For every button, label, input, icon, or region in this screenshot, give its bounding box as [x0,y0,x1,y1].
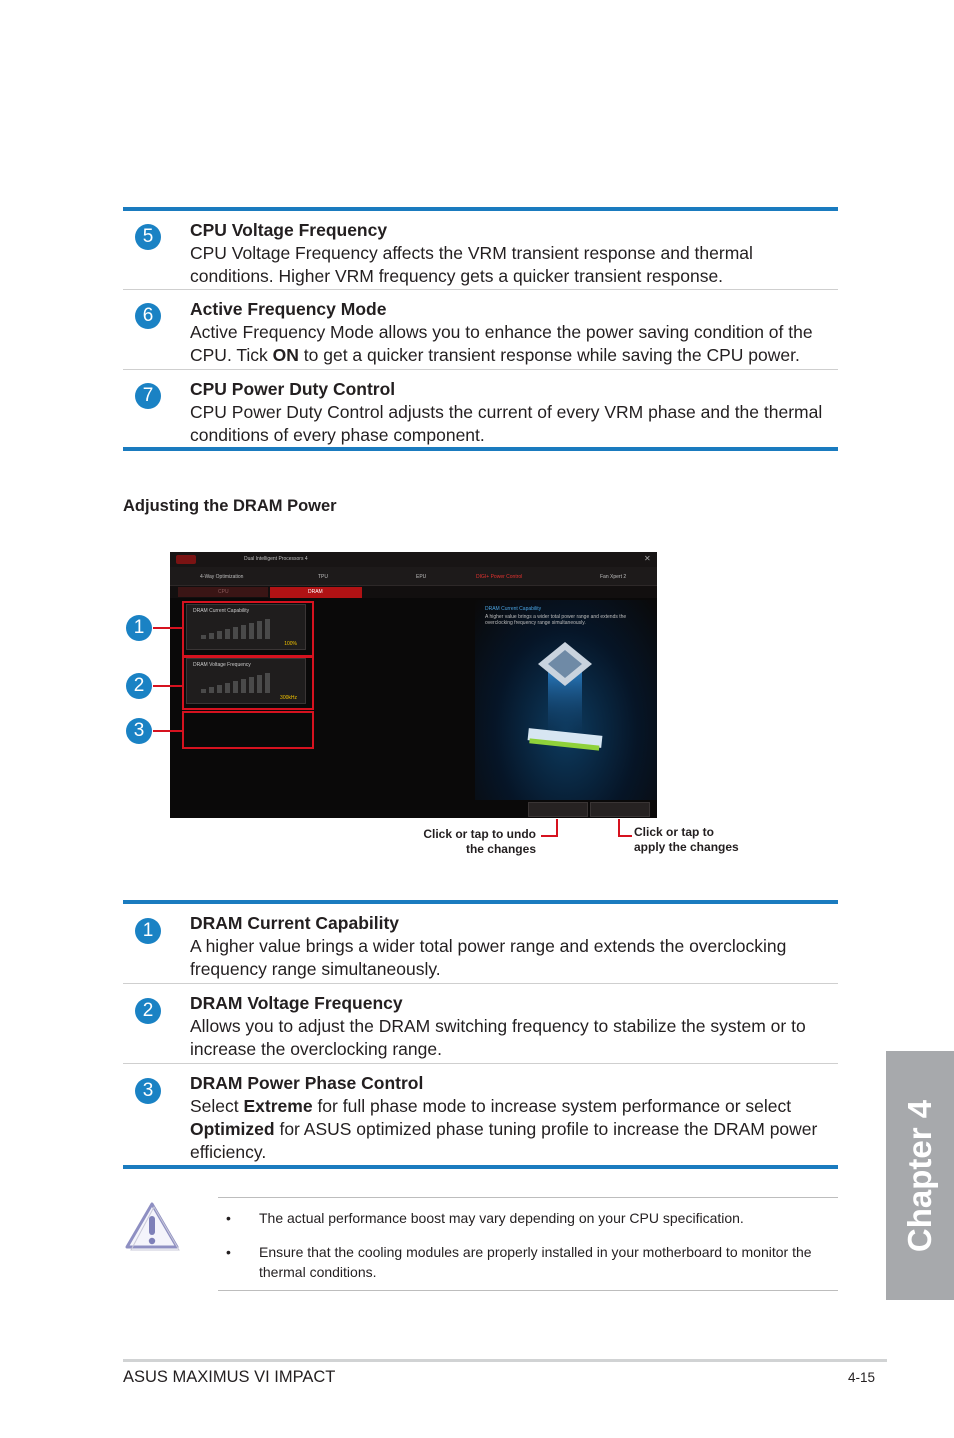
item-title: DRAM Current Capability [190,913,400,933]
item-description: Allows you to adjust the DRAM switching frequency to stabilize the system or to increase the overclocking range. [190,1016,806,1059]
info-illustration-area [475,600,657,800]
item-row [123,904,838,984]
close-icon[interactable]: ✕ [644,554,651,563]
callout-box-3 [182,711,314,749]
warning-icon [124,1201,180,1251]
item-title: CPU Power Duty Control [190,379,396,399]
nav-digi-power[interactable]: DIGI+ Power Control [476,574,523,580]
callout-box-2 [182,656,314,710]
info-text: A higher value brings a wider total power range and extends the overclocking frequency range simultaneously. [485,614,627,626]
item-row [123,984,838,1064]
dram-voltage-frequency-panel[interactable]: DRAM Voltage Frequency 300kHz [186,658,306,704]
item-number-badge: 5 [135,224,161,250]
rog-logo-icon [176,555,196,564]
footer-rule [123,1359,887,1362]
section-heading: Adjusting the DRAM Power [123,497,337,515]
callout-box-1 [182,601,314,657]
item-row [123,211,838,290]
info-title: DRAM Current Capability [485,606,542,612]
note-bullet: • [226,1244,231,1260]
note-bottom-rule [218,1290,838,1291]
item-number-badge: 7 [135,383,161,409]
apply-button[interactable] [590,802,650,817]
item-description: CPU Power Duty Control adjusts the current of every VRM phase and the thermal conditions of every phase component. [190,402,823,445]
apply-leader [618,819,632,837]
item-title: DRAM Power Phase Control [190,1073,424,1093]
callout-badge-2: 2 [126,673,152,699]
item-number-badge: 6 [135,303,161,329]
item-description: A higher value brings a wider total power range and extends the overclocking frequency range simultaneously. [190,936,787,979]
item-number-badge: 2 [135,998,161,1024]
nav-4way[interactable]: 4-Way Optimization [200,574,244,580]
app-title: Dual Intelligent Processors 4 [244,556,308,562]
nav-tpu[interactable]: TPU [318,574,328,580]
dram-current-capability-panel[interactable]: DRAM Current Capability 100% [186,604,306,650]
apply-callout: Click or tap to apply the changes [634,825,739,854]
nav-epu[interactable]: EPU [416,574,427,580]
gauge-value: 100% [284,641,297,647]
item-table-dram [123,900,838,1169]
page-number: 4-15 [848,1370,876,1385]
undo-leader [541,819,558,837]
app-title-bar [170,552,657,567]
item-title: Active Frequency Mode [190,299,387,319]
item-table-cpu [123,207,838,451]
item-title: DRAM Voltage Frequency [190,993,403,1013]
note-text: The actual performance boost may vary depending on your CPU specification. [259,1210,744,1226]
tab-cpu[interactable]: CPU [178,587,268,597]
callout-badge-3: 3 [126,718,152,744]
gauge-value: 300kHz [280,695,297,701]
item-row [123,370,838,447]
chip-illustration-icon [520,640,610,765]
callout-badge-1: 1 [126,615,152,641]
item-number-badge: 1 [135,918,161,944]
app-nav-bar [170,567,657,586]
footer-product-name: ASUS MAXIMUS VI IMPACT [123,1368,336,1386]
item-row [123,1064,838,1165]
nav-fan-xpert[interactable]: Fan Xpert 2 [600,574,627,580]
item-description: Select Extreme for full phase mode to increase system performance or select Optimized for ASUS optimized phase tuning profile to increase the DRAM power efficiency. [190,1096,818,1162]
undo-button[interactable] [528,802,588,817]
tab-dram[interactable]: DRAM [270,587,362,598]
note-top-rule [218,1197,838,1198]
item-description: CPU Voltage Frequency affects the VRM transient response and thermal conditions. Higher VRM frequency gets a quicker transient response. [190,243,753,286]
item-description: Active Frequency Mode allows you to enhance the power saving condition of the CPU. Tick ON to get a quicker transient response while saving the CPU power. [190,322,813,365]
chapter-tab: Chapter 4 [886,1051,954,1300]
note-text: Ensure that the cooling modules are properly installed in your motherboard to monitor the thermal conditions. [259,1244,812,1280]
undo-callout: Click or tap to undo the changes [423,827,536,856]
item-row [123,290,838,370]
item-number-badge: 3 [135,1078,161,1104]
note-bullet: • [226,1210,231,1226]
item-title: CPU Voltage Frequency [190,220,388,240]
